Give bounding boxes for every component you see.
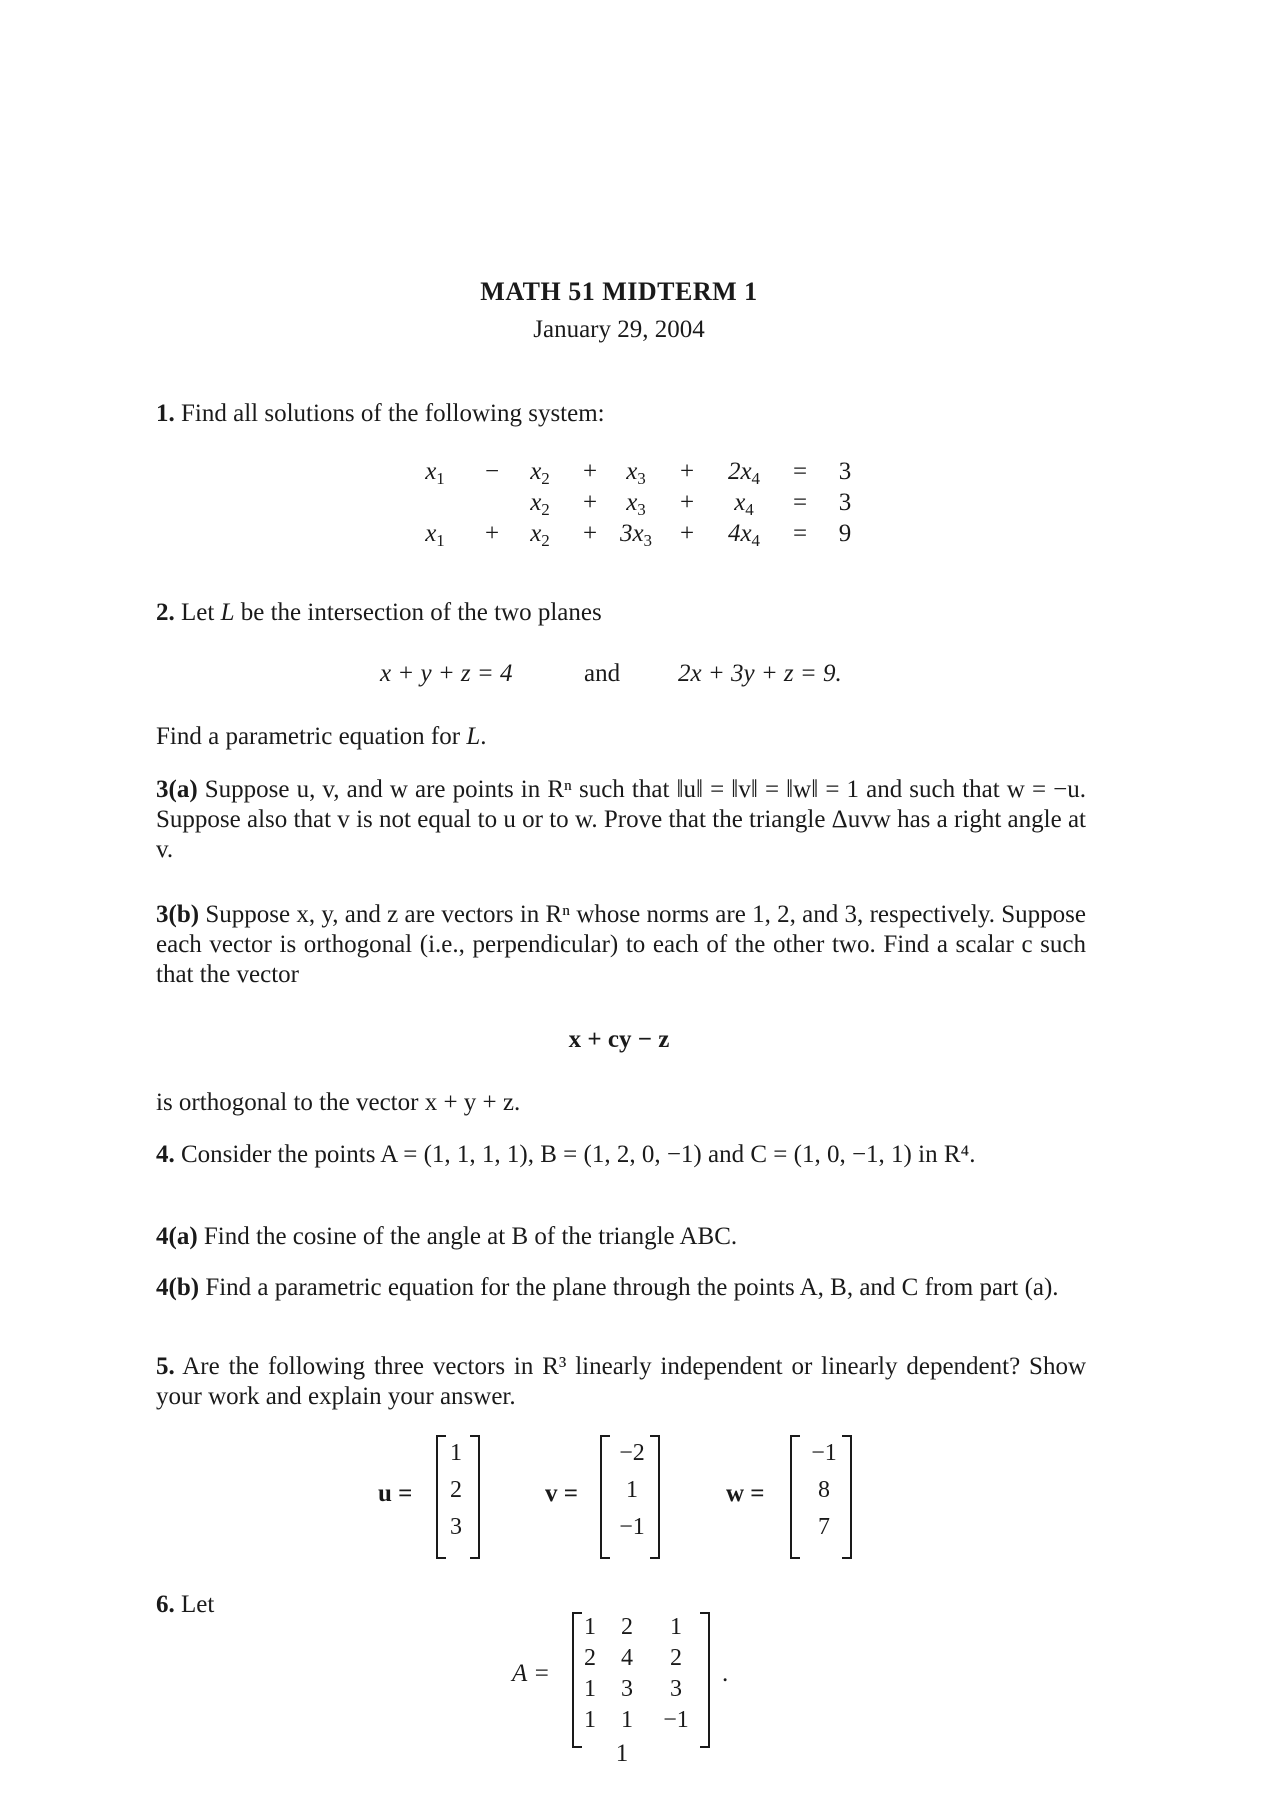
system-operator: + <box>679 520 695 547</box>
system-term: $3x_3$ <box>619 520 653 550</box>
w-entry: −1 <box>811 1440 837 1466</box>
question-number: 1. <box>156 400 175 427</box>
system-operator: + <box>582 520 598 547</box>
question-3b <box>156 900 1086 990</box>
question-2 <box>156 598 1086 628</box>
system-operator: = <box>792 489 808 516</box>
u-entry: 1 <box>450 1440 462 1466</box>
plane-equation-1: x + y + z = 4 <box>380 660 513 687</box>
system-operator: + <box>484 520 500 547</box>
system-term: $x_2$ <box>530 489 550 519</box>
matrix-entry: −1 <box>663 1707 689 1733</box>
system-term: $x_1$ <box>425 520 445 550</box>
question-text: Suppose u, v, and w are points in Rⁿ such that ‖u‖ = ‖v‖ = ‖w‖ = 1 and such that w = −u. Suppose also that v is not equal to u or to w. Prove that the triangle Δuvw has a right angle at v. <box>156 776 1086 863</box>
question-text: Find a parametric equation for <box>156 723 461 750</box>
matrix-a-label: A = <box>512 1660 550 1687</box>
system-term: $x_3$ <box>626 489 646 519</box>
w-label: w = <box>726 1480 765 1507</box>
question-text: Find a parametric equation for the plane through the points A, B, and C from part (a). <box>205 1274 1059 1301</box>
u-entry: 3 <box>450 1514 462 1540</box>
question-number: 4. <box>156 1141 175 1168</box>
system-term: $x_3$ <box>626 458 646 488</box>
question-4 <box>156 1140 1086 1170</box>
question-number: 2. <box>156 599 175 626</box>
system-operator: + <box>582 489 598 516</box>
u-label: u = <box>378 1480 413 1507</box>
matrix-entry: 2 <box>621 1614 633 1640</box>
plane-equation-2: 2x + 3y + z = 9. <box>678 660 842 687</box>
question-2-followup <box>156 722 1086 752</box>
u-entry: 2 <box>450 1477 462 1503</box>
system-term: $x_4$ <box>734 489 754 519</box>
question-text: Let <box>181 599 215 626</box>
matrix-entry: 3 <box>621 1676 633 1702</box>
system-term: $x_2$ <box>530 458 550 488</box>
system-rhs: 9 <box>838 520 852 547</box>
w-bracket-left <box>790 1435 800 1559</box>
system-operator: = <box>792 458 808 485</box>
matrix-entry: 1 <box>670 1614 682 1640</box>
question-3a <box>156 775 1086 865</box>
question-text: Find all solutions of the following system: <box>181 400 605 427</box>
matrix-entry: 4 <box>621 1645 633 1671</box>
system-term: $x_2$ <box>530 520 550 550</box>
question-number: 3(b) <box>156 901 200 928</box>
v-bracket-left <box>600 1435 610 1559</box>
question-number: 4(a) <box>156 1223 198 1250</box>
and-word: and <box>584 660 621 687</box>
question-3b-followup: is orthogonal to the vector x + y + z. <box>156 1089 521 1116</box>
system-rhs: 3 <box>838 489 852 516</box>
system-operator: = <box>792 520 808 547</box>
question-text: Suppose x, y, and z are vectors in Rⁿ whose norms are 1, 2, and 3, respectively. Suppose each vector is orthogonal (i.e., perpendicular) to each of the other two. Find a scalar c such that the vector <box>156 901 1086 988</box>
matrix-bracket-right <box>700 1612 710 1748</box>
question-number: 6. <box>156 1591 175 1618</box>
system-term: $4x_4$ <box>727 520 761 550</box>
exam-date: January 29, 2004 <box>533 316 705 343</box>
system-operator: + <box>679 458 695 485</box>
system-operator: − <box>484 458 500 485</box>
question-text: Find the cosine of the angle at B of the triangle ABC. <box>203 1223 738 1250</box>
question-number: 5. <box>156 1353 175 1380</box>
question-4b <box>156 1273 1086 1303</box>
matrix-entry: 1 <box>584 1614 596 1640</box>
question-5 <box>156 1352 1086 1412</box>
question-number: 4(b) <box>156 1274 200 1301</box>
matrix-entry: 1 <box>584 1676 596 1702</box>
system-rhs: 3 <box>838 458 852 485</box>
question-text: be the intersection of the two planes <box>240 599 602 626</box>
w-entry: 7 <box>818 1514 830 1540</box>
matrix-period: . <box>722 1660 729 1687</box>
variable-l: L <box>466 723 481 750</box>
question-number: 3(a) <box>156 776 198 803</box>
v-entry: −1 <box>619 1514 645 1540</box>
system-term: $2x_4$ <box>727 458 761 488</box>
system-operator: + <box>679 489 695 516</box>
matrix-entry: 1 <box>621 1707 633 1733</box>
matrix-entry: 1 <box>584 1707 596 1733</box>
question-1 <box>156 399 1086 429</box>
vector-expression: x + cy − z <box>568 1026 670 1053</box>
question-4a <box>156 1222 1086 1252</box>
system-term: $x_1$ <box>425 458 445 488</box>
v-label: v = <box>545 1480 578 1507</box>
linear-system <box>0 458 1280 558</box>
system-operator: + <box>582 458 598 485</box>
matrix-overflow-entry: 1 <box>615 1740 629 1767</box>
matrix-entry: 2 <box>670 1645 682 1671</box>
matrix-entry: 2 <box>584 1645 596 1671</box>
matrix-entry: 3 <box>670 1676 682 1702</box>
v-entry: 1 <box>626 1477 638 1503</box>
question-text: Are the following three vectors in R³ linearly independent or linearly dependent? Show your work and explain your answer. <box>156 1353 1086 1410</box>
page-title: MATH 51 MIDTERM 1 <box>480 277 758 306</box>
variable-l: L <box>220 599 235 626</box>
punctuation: . <box>480 723 487 750</box>
question-text: Let <box>181 1591 215 1618</box>
v-entry: −2 <box>619 1440 645 1466</box>
question-text: Consider the points A = (1, 1, 1, 1), B = (1, 2, 0, −1) and C = (1, 0, −1, 1) in R⁴. <box>181 1141 976 1168</box>
w-entry: 8 <box>818 1477 830 1503</box>
